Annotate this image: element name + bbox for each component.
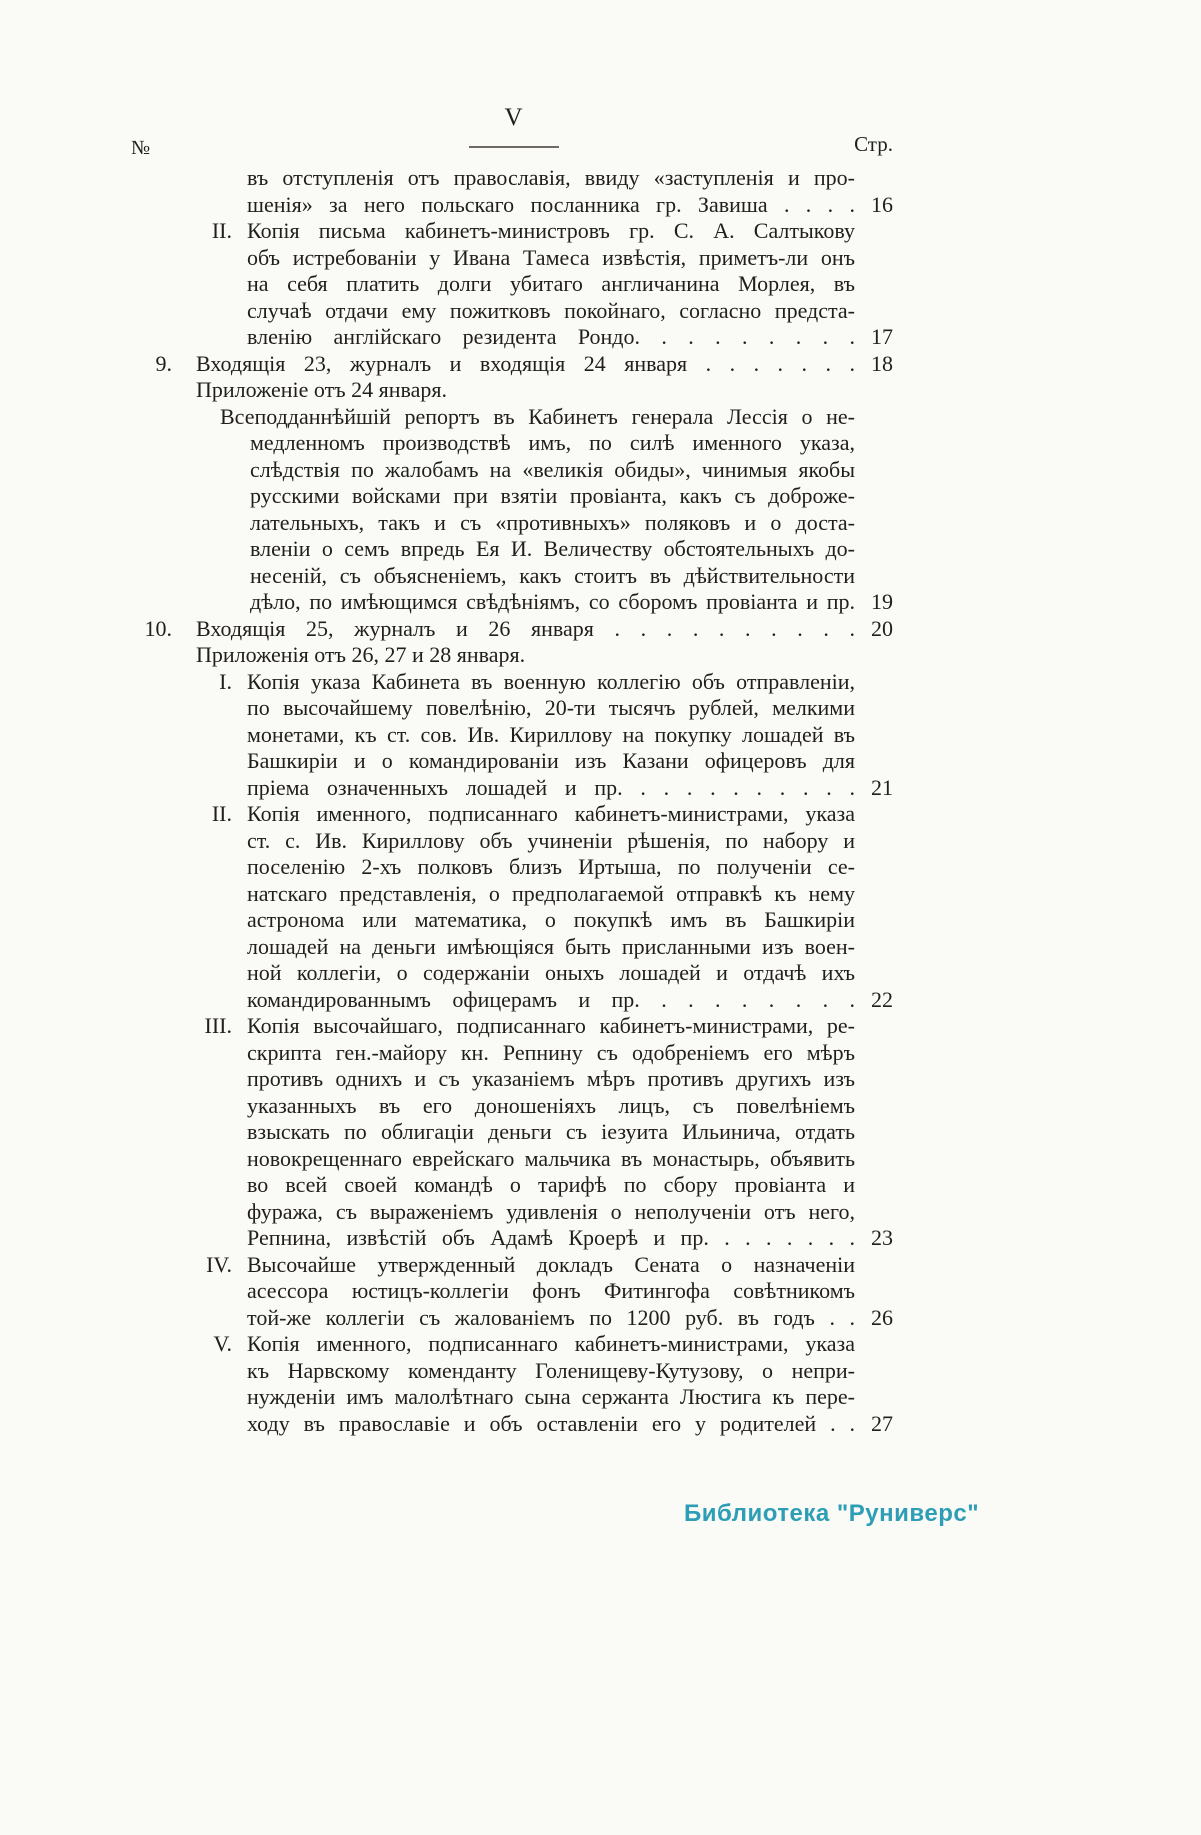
toc-line: астронома или математика, о покупкѣ имъ въ Башкиріи (247, 907, 855, 932)
toc-line: медленномъ производствѣ имъ, по силѣ именного указа, (250, 430, 855, 455)
entry-label: I. (219, 668, 232, 694)
toc-line: скрипта ген.-майору кн. Репнину съ одобреніемъ его мѣръ (247, 1039, 855, 1065)
toc-line: Всеподданнѣйшій репортъ въ Кабинетъ генерала Лессія о не- (220, 403, 855, 429)
toc-line: вленіи о семъ впредь Ея И. Величеству обстоятельныхъ до- (250, 536, 855, 561)
toc-line: въ отступленія отъ православія, ввиду «заступленія и про- (247, 165, 855, 190)
toc-line: шенія» за него польскаго посланника гр. Завиша . . . . (247, 191, 855, 217)
entry-page-number: 21 (871, 774, 893, 800)
toc-line: слѣдствія по жалобамъ на «великія обиды», чинимыя якобы (250, 456, 855, 482)
entry-label: 9. (155, 350, 172, 376)
entry-label: III. (204, 1013, 232, 1038)
toc-line: Приложеніе отъ 24 января. (196, 377, 447, 402)
entry-body (135, 1331, 855, 1437)
page-column-label: Стр. (854, 132, 893, 156)
entry-body (135, 1013, 855, 1252)
toc-entry (135, 351, 893, 378)
toc-entry (135, 1331, 893, 1437)
toc-line: нужденіи имъ малолѣтнаго сына сержанта Люстига къ пере- (247, 1384, 855, 1409)
toc-entry (135, 669, 893, 802)
toc-line: Входящія 25, журналъ и 26 января . . . . . . . . . . (196, 615, 855, 641)
toc-line: къ Нарвскому коменданту Голенищеву-Кутузову, о непри- (247, 1357, 855, 1383)
toc-entry (135, 801, 893, 1013)
entry-label: V. (213, 1331, 232, 1356)
toc-entry (135, 218, 893, 351)
toc-entry (135, 404, 893, 616)
entry-page-number: 18 (871, 350, 893, 376)
entry-body (135, 377, 855, 404)
entry-label: IV. (206, 1251, 232, 1277)
library-watermark: Библиотека "Руниверс" (684, 1500, 980, 1527)
toc-line: ной коллегіи, о содержаніи оныхъ лошадей и отдачѣ ихъ (247, 960, 855, 985)
entry-body (135, 404, 855, 616)
page-number-roman: V (504, 104, 524, 131)
toc-line: лательныхъ, такъ и съ «противныхъ» поляковъ и о доста- (250, 509, 855, 535)
toc-line: вленію англійскаго резидента Рондо. . . . . . . . . (247, 324, 855, 349)
entry-page-number: 26 (871, 1304, 893, 1330)
toc-line: поселенію 2-хъ полковъ близъ Иртыша, по полученіи се- (247, 854, 855, 879)
entry-page-number: 23 (871, 1225, 893, 1250)
entry-body (135, 642, 855, 669)
entry-page-number: 22 (871, 986, 893, 1012)
entry-body (135, 669, 855, 802)
toc-line: Копія письма кабинетъ-министровъ гр. С. А. Салтыкову (247, 218, 855, 243)
entry-page-number: 16 (871, 191, 893, 217)
toc-line: Копія именного, подписаннаго кабинетъ-министрами, указа (247, 1331, 855, 1356)
toc-line: Копія указа Кабинета въ военную коллегію объ отправленіи, (247, 668, 855, 694)
toc-line: на себя платить долги убитаго англичанина Морлея, въ (247, 271, 855, 296)
toc-line: монетами, къ ст. сов. Ив. Кириллову на покупку лошадей въ (247, 721, 855, 747)
entry-body (135, 218, 855, 351)
entry-label: 10. (144, 615, 172, 641)
entry-body (135, 351, 855, 378)
toc-entry (135, 616, 893, 643)
toc-line: асессора юстицъ-коллегіи фонъ Фитингофа совѣтникомъ (247, 1278, 855, 1303)
toc-entry (135, 377, 893, 404)
toc-line: фуража, съ выраженіемъ удивленія о неполученіи отъ него, (247, 1198, 855, 1224)
toc-line: Репнина, извѣстій объ Адамѣ Кроерѣ и пр. . . . . . . . (247, 1225, 855, 1250)
toc-line: дѣло, по имѣющимся свѣдѣніямъ, со сборомъ провіанта и пр. (250, 589, 855, 614)
toc-line: указанныхъ въ его доношеніяхъ лицъ, съ повелѣніемъ (247, 1092, 855, 1118)
entry-body (135, 1252, 855, 1332)
toc-line: объ истребованіи у Ивана Тамеса извѣстія, приметъ-ли онъ (247, 244, 855, 270)
entry-body (135, 616, 855, 643)
toc-entry (135, 1252, 893, 1332)
toc-line: несеній, съ объясненіемъ, какъ стоитъ въ дѣйствительности (250, 562, 855, 588)
toc-entry (135, 165, 893, 218)
toc-line: командированнымъ офицерамъ и пр. . . . . . . . . (247, 986, 855, 1012)
toc-entry (135, 1013, 893, 1252)
toc-entries (135, 165, 893, 1437)
entry-label: II. (211, 801, 232, 826)
toc-line: Башкиріи и о командированіи изъ Казани офицеровъ для (247, 748, 855, 773)
toc-line: Приложенія отъ 26, 27 и 28 января. (196, 642, 526, 667)
toc-line: русскими войсками при взятіи провіанта, какъ съ доброже- (250, 483, 855, 508)
entry-page-number: 27 (871, 1410, 893, 1436)
entry-body (135, 801, 855, 1013)
toc-line: той-же коллегіи съ жалованіемъ по 1200 руб. въ годъ . . (247, 1304, 855, 1330)
toc-line: по высочайшему повелѣнію, 20-ти тысячъ рублей, мелкими (247, 695, 855, 720)
toc-line: случаѣ отдачи ему пожитковъ покойнаго, согласно предста- (247, 297, 855, 323)
toc-line: лошадей на деньги имѣющіяся быть присланными изъ воен- (247, 933, 855, 959)
toc-line: противъ однихъ и съ указаніемъ мѣръ противъ другихъ изъ (247, 1066, 855, 1091)
entry-page-number: 20 (871, 615, 893, 641)
toc-line: пріема означенныхъ лошадей и пр. . . . . . . . . . . (247, 774, 855, 800)
toc-line: во всей своей командѣ о тарифѣ по сбору провіанта и (247, 1172, 855, 1197)
entry-page-number: 17 (871, 324, 893, 349)
toc-line: Входящія 23, журналъ и входящія 24 января . . . . . . . (196, 350, 855, 376)
toc-line: Копія высочайшаго, подписаннаго кабинетъ-министрами, ре- (247, 1013, 855, 1038)
toc-line: Высочайше утвержденный докладъ Сената о назначеніи (247, 1251, 855, 1277)
entry-page-number: 19 (871, 589, 893, 614)
toc-line: ст. с. Ив. Кириллову объ учиненіи рѣшенія, по набору и (247, 827, 855, 853)
toc-line: взыскать по облигаціи деньги съ іезуита Ильинича, отдать (247, 1119, 855, 1144)
entry-label: II. (211, 218, 232, 243)
number-column-label: № (131, 137, 151, 159)
toc-line: Копія именного, подписаннаго кабинетъ-министрами, указа (247, 801, 855, 826)
toc-line: ходу въ православіе и объ оставленіи его у родителей . . (247, 1410, 855, 1436)
entry-body (135, 165, 855, 218)
toc-line: натскаго представленія, о предполагаемой отправкѣ къ нему (247, 880, 855, 906)
toc-line: новокрещеннаго еврейскаго мальчика въ монастырь, объявить (247, 1145, 855, 1171)
toc-entry (135, 642, 893, 669)
